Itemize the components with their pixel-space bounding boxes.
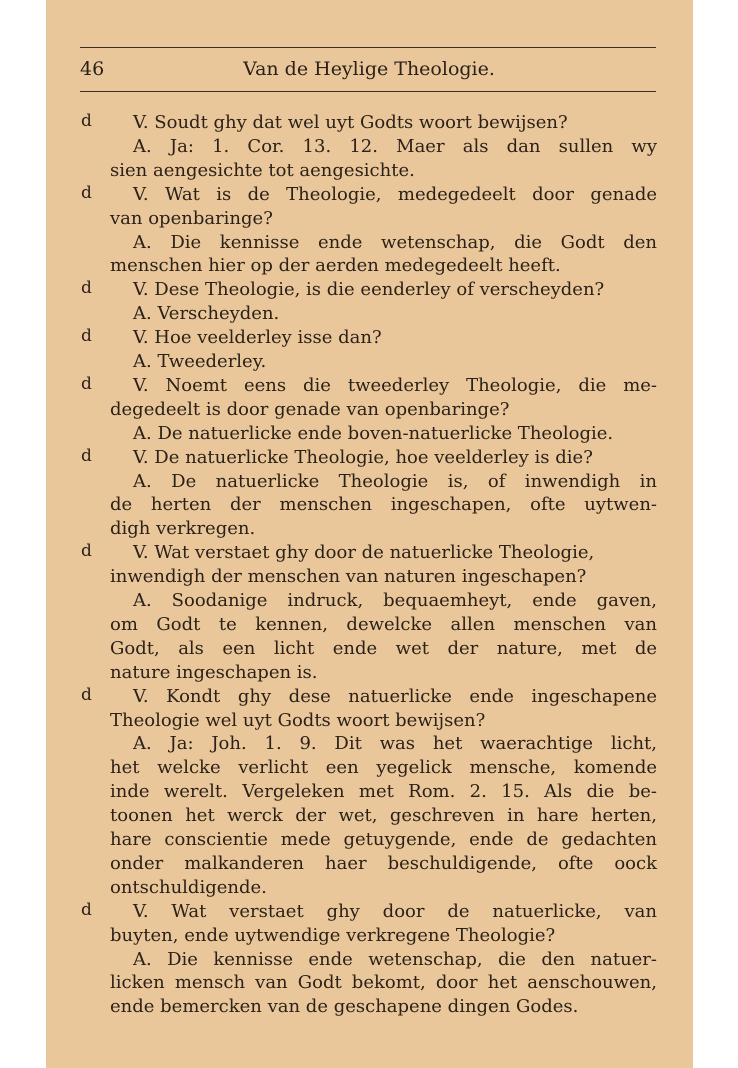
text-line — [0, 637, 738, 661]
line-text: Godt, als een licht ende wet der nature, met de — [110, 637, 657, 659]
running-title: Van de Heylige Theologie. — [243, 58, 495, 80]
line-text: A. Ja: 1. Cor. 13. 12. Maer als dan sullen wy — [133, 135, 657, 157]
text-line — [0, 924, 738, 948]
line-text: degedeelt is door genade van openbaringe? — [110, 398, 510, 420]
text-line — [0, 876, 738, 900]
line-text: ende bemercken van de geschapene dingen Godes. — [110, 996, 579, 1018]
text-line — [0, 995, 738, 1019]
top-rule — [80, 47, 656, 48]
text-line — [0, 493, 738, 517]
text-line — [0, 852, 738, 876]
header-rule — [80, 91, 656, 92]
text-line — [0, 756, 738, 780]
text-line — [0, 422, 738, 446]
line-text: V. Wat verstaet ghy door de natuerlicke, van — [133, 900, 657, 922]
line-text: V. Hoe veelderley isse dan? — [133, 327, 382, 349]
line-text: licken mensch van Godt bekomt, door het aenschouwen, — [110, 972, 657, 994]
text-line — [0, 254, 738, 278]
text-line — [0, 517, 738, 541]
text-line — [0, 398, 738, 422]
text-line — [0, 589, 738, 613]
line-text: V. Dese Theologie, is die eenderley of verscheyden? — [133, 279, 605, 301]
line-text: digh verkregen. — [110, 518, 256, 540]
margin-mark: d — [81, 182, 92, 203]
margin-mark: d — [81, 111, 92, 131]
line-text: hare conscientie mede getuygende, ende de gedachten — [110, 829, 657, 850]
text-line — [0, 350, 738, 374]
text-line — [0, 159, 738, 183]
text-line — [0, 446, 738, 470]
text-line — [0, 541, 738, 565]
text-line — [0, 565, 738, 589]
page-number: 46 — [80, 58, 105, 80]
line-text: inwendigh der menschen van naturen ingeschapen? — [110, 566, 587, 588]
margin-mark: d — [81, 373, 92, 394]
text-line — [0, 780, 738, 804]
line-text: V. Soudt ghy dat wel uyt Godts woort bewijsen? — [133, 112, 568, 133]
line-text: menschen hier op der aerden medegedeelt heeft. — [110, 255, 561, 277]
line-text: toonen het werck der wet, geschreven in hare herten, — [110, 805, 657, 827]
line-text: om Godt te kennen, dewelcke allen menschen van — [110, 613, 657, 635]
text-line — [0, 709, 738, 733]
line-text: inde werelt. Vergeleken met Rom. 2. 15. Als die be- — [110, 781, 657, 803]
margin-mark: d — [81, 899, 92, 920]
line-text: V. Wat is de Theologie, medegedeelt door genade — [133, 183, 657, 205]
line-text: de herten der menschen ingeschapen, ofte uytwen- — [110, 494, 657, 516]
text-line — [0, 685, 738, 709]
text-line — [0, 828, 738, 852]
margin-mark: d — [81, 684, 92, 705]
line-text: A. Ja: Joh. 1. 9. Dit was het waerachtige licht, — [133, 733, 657, 755]
text-line — [0, 326, 738, 350]
text-line — [0, 971, 738, 995]
text-line — [0, 732, 738, 756]
line-text: A. Soodanige indruck, bequaemheyt, ende gaven, — [133, 590, 657, 611]
margin-mark: d — [81, 541, 92, 562]
line-text: onder malkanderen haer beschuldigende, ofte oock — [110, 852, 657, 874]
margin-mark: d — [81, 326, 92, 347]
text-line — [0, 231, 738, 255]
line-text: Theologie wel uyt Godts woort bewijsen? — [110, 709, 486, 731]
line-text: A. Die kennisse ende wetenschap, die den natuer- — [133, 948, 657, 970]
line-text: het welcke verlicht een yegelick mensche, komende — [110, 757, 657, 779]
text-line — [0, 207, 738, 231]
line-text: buyten, ende uytwendige verkregene Theologie? — [110, 924, 556, 946]
text-line — [0, 374, 738, 398]
margin-mark: d — [81, 445, 92, 466]
line-text: V. Wat verstaet ghy door de natuerlicke Theologie, — [133, 542, 595, 564]
text-line — [0, 661, 738, 685]
line-text: van openbaringe? — [110, 207, 273, 229]
line-text: nature ingeschapen is. — [110, 661, 318, 683]
text-line — [0, 302, 738, 326]
line-text: sien aengesichte tot aengesichte. — [110, 159, 415, 181]
text-line — [0, 111, 738, 135]
line-text: A. Verscheyden. — [133, 303, 280, 325]
margin-mark: d — [81, 278, 92, 299]
line-text: V. Kondt ghy dese natuerlicke ende ingeschapene — [133, 685, 657, 707]
text-line — [0, 804, 738, 828]
text-line — [0, 900, 738, 924]
text-line — [0, 613, 738, 637]
text-line — [0, 948, 738, 972]
text-line — [0, 135, 738, 159]
line-text: V. Noemt eens die tweederley Theologie, die me- — [133, 374, 657, 396]
text-line — [0, 278, 738, 302]
text-line — [0, 183, 738, 207]
line-text: A. Die kennisse ende wetenschap, die Godt den — [133, 231, 657, 253]
line-text: A. De natuerlicke ende boven-natuerlicke Theologie. — [133, 422, 614, 444]
text-line — [0, 470, 738, 494]
line-text: A. De natuerlicke Theologie is, of inwendigh in — [133, 470, 657, 492]
line-text: ontschuldigende. — [110, 876, 267, 898]
line-text: A. Tweederley. — [133, 351, 267, 372]
line-text: V. De natuerlicke Theologie, hoe veelderley is die? — [133, 446, 593, 468]
